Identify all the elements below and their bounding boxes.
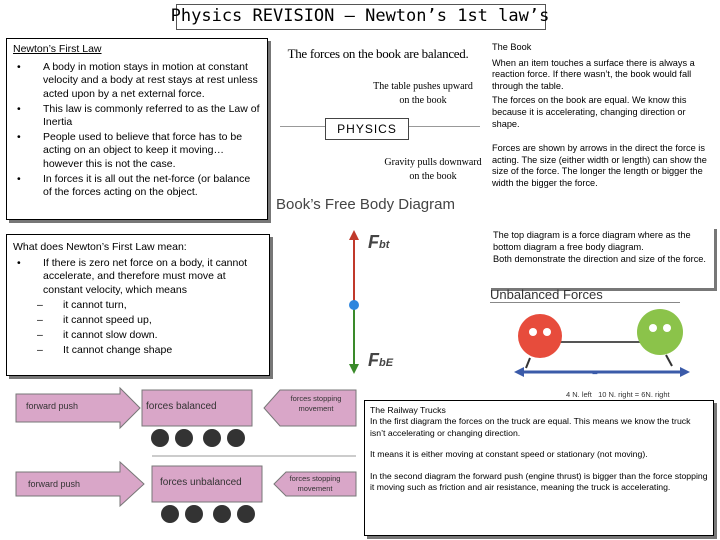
railway-note-3: In the second diagram the forward push (engine thrust) is bigger than the force stopping it moving such as friction and air resistance, meaning the truck is accelerating.	[370, 470, 708, 493]
divider	[490, 302, 680, 303]
list-item: – It cannot change shape	[37, 344, 173, 357]
railway-note-2: It means it is either moving at constant speed or stationary (not moving).	[370, 449, 648, 460]
truck-bottom-center-label: forces unbalanced	[160, 477, 242, 488]
fbd-title: Book’s Free Body Diagram	[276, 196, 455, 213]
physics-book: PHYSICS	[325, 118, 409, 140]
book-note-2: The forces on the book are equal. We know this because it is accelerating, changing direction or shape.	[492, 95, 687, 129]
wheel-icon	[175, 429, 193, 447]
list-item: • This law is commonly referred to as the Law of Inertia	[17, 102, 260, 129]
truck-bottom-stop-label: forces stopping movement	[289, 474, 341, 493]
book-note-5: Both demonstrate the direction and size of the force.	[493, 254, 706, 264]
railway-note-1: In the first diagram the forces on the truck are equal. This means we know the truck isn’t accelerating or changing direction.	[370, 416, 691, 438]
wheel-icon	[213, 505, 231, 523]
book-diagram-heading: The forces on the book are balanced.	[287, 46, 469, 61]
first-law-heading: Newton’s First Law	[13, 43, 102, 55]
first-law-box	[6, 38, 268, 220]
list-item: • People used to believe that force has to be acting on an object to keep it moving… however this is not the case.	[17, 131, 243, 170]
wheel-icon	[151, 429, 169, 447]
wheel-icon	[237, 505, 255, 523]
green-character-icon	[637, 309, 683, 355]
arrow-head-down-icon	[349, 364, 359, 374]
equals-sign: =	[592, 368, 598, 379]
force-bottom-label: FbE	[368, 350, 394, 370]
list-item: • In forces it is all out the net-force (or balance of the forces acting on the object.	[17, 172, 251, 199]
book-notes-heading: The Book	[492, 42, 532, 52]
list-item: • If there is zero net force on a body, it cannot accelerate, and therefore must move at constant velocity, which means	[17, 257, 248, 296]
list-item: – it cannot slow down.	[37, 329, 158, 342]
page-title: Physics REVISION – Newton’s 1st law’s	[170, 6, 550, 26]
gravity-label: Gravity pulls downward on the book	[384, 157, 482, 182]
tug-of-war-illustration	[500, 306, 700, 396]
force-top-label: Fbt	[368, 232, 390, 252]
list-item: – it cannot speed up,	[37, 314, 152, 327]
unbalanced-title: Unbalanced Forces	[490, 287, 603, 302]
wheel-icon	[203, 429, 221, 447]
truck-bottom-push-label: forward push	[28, 479, 81, 489]
book-note-3: Forces are shown by arrows in the direct the force is acting. The size (either width or length) can show the size of the force. The longer the length or bigger the width the bigger the force.	[492, 143, 707, 188]
railway-heading: The Railway Trucks	[370, 405, 446, 415]
truck-top-stop-label: forces stopping movement	[290, 394, 342, 413]
meaning-heading: What does Newton’s First Law mean:	[13, 241, 187, 253]
arrow-left-icon	[514, 367, 524, 377]
meaning-box	[6, 234, 270, 376]
book-note-4: The top diagram is a force diagram where as the bottom diagram a free body diagram.	[493, 230, 691, 252]
wheel-icon	[227, 429, 245, 447]
table-label: The table pushes upward on the book	[373, 81, 473, 106]
list-item: • A body in motion stays in motion at constant velocity and a body at rest stays at rest unless acted upon by a net external force.	[17, 61, 258, 100]
arrow-head-up-icon	[349, 230, 359, 240]
list-item: – it cannot turn,	[37, 298, 127, 311]
truck-top-push-label: forward push	[26, 401, 79, 411]
book-notes	[492, 42, 712, 190]
wheel-icon	[185, 505, 203, 523]
wheel-icon	[161, 505, 179, 523]
diagram-notes-box	[488, 226, 714, 288]
arrow-right-icon	[680, 367, 690, 377]
railway-box	[364, 400, 714, 536]
red-character-icon	[518, 314, 562, 358]
truck-top-center-label: forces balanced	[146, 401, 217, 412]
book-point-icon	[349, 300, 359, 310]
book-note-1: When an item touches a surface there is always a reaction force. If there wasn’t, the book would fall through the table.	[492, 57, 695, 91]
unbalanced-caption: 4 N. left 10 N. right = 6N. right	[566, 390, 670, 399]
